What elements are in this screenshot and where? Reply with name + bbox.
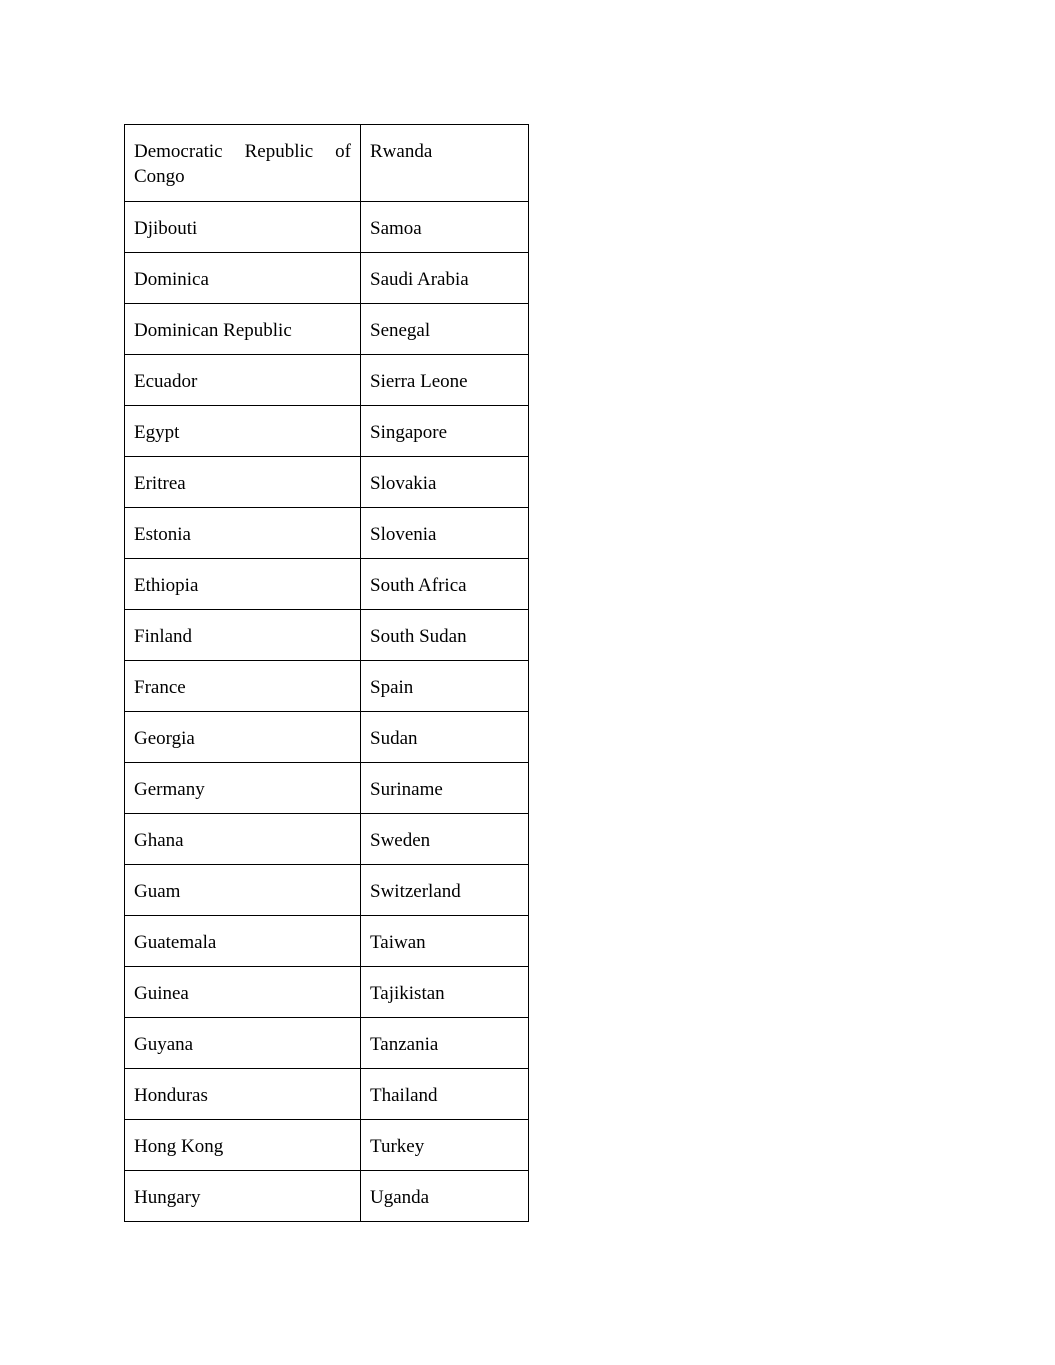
table-row xyxy=(125,712,529,763)
table-cell: Uganda xyxy=(361,1171,529,1222)
table-cell: Saudi Arabia xyxy=(361,253,529,304)
table-row xyxy=(125,1018,529,1069)
table-row xyxy=(125,508,529,559)
table-row xyxy=(125,865,529,916)
table-cell: Honduras xyxy=(125,1069,361,1120)
table-cell: Sudan xyxy=(361,712,529,763)
table-cell: Estonia xyxy=(125,508,361,559)
table-cell: Dominican Republic xyxy=(125,304,361,355)
table-row xyxy=(125,661,529,712)
table-cell: Taiwan xyxy=(361,916,529,967)
table-row xyxy=(125,125,529,202)
table-cell: Dominica xyxy=(125,253,361,304)
table-cell: Guyana xyxy=(125,1018,361,1069)
table-cell: Thailand xyxy=(361,1069,529,1120)
table-cell: Slovenia xyxy=(361,508,529,559)
table-cell: Guatemala xyxy=(125,916,361,967)
table-row xyxy=(125,1069,529,1120)
table-cell: Hong Kong xyxy=(125,1120,361,1171)
table-row xyxy=(125,1171,529,1222)
table-cell: Turkey xyxy=(361,1120,529,1171)
table-cell: Singapore xyxy=(361,406,529,457)
table-cell: Guam xyxy=(125,865,361,916)
table-cell: Eritrea xyxy=(125,457,361,508)
table-cell: South Sudan xyxy=(361,610,529,661)
table-cell: Ecuador xyxy=(125,355,361,406)
table-cell: Tajikistan xyxy=(361,967,529,1018)
table-cell: France xyxy=(125,661,361,712)
table-row xyxy=(125,916,529,967)
table-cell: Djibouti xyxy=(125,202,361,253)
table-row xyxy=(125,967,529,1018)
country-table-body xyxy=(125,125,529,1222)
table-row xyxy=(125,304,529,355)
table-cell: Sweden xyxy=(361,814,529,865)
table-row xyxy=(125,814,529,865)
table-cell: Tanzania xyxy=(361,1018,529,1069)
table-cell: Ghana xyxy=(125,814,361,865)
table-cell: Sierra Leone xyxy=(361,355,529,406)
table-cell: Georgia xyxy=(125,712,361,763)
table-cell: Guinea xyxy=(125,967,361,1018)
table-row xyxy=(125,559,529,610)
table-cell: Suriname xyxy=(361,763,529,814)
table-row xyxy=(125,355,529,406)
table-row xyxy=(125,202,529,253)
table-row xyxy=(125,1120,529,1171)
table-row xyxy=(125,763,529,814)
table-cell: Samoa xyxy=(361,202,529,253)
table-row xyxy=(125,406,529,457)
table-cell: Rwanda xyxy=(361,125,529,202)
table-cell: Switzerland xyxy=(361,865,529,916)
table-cell: South Africa xyxy=(361,559,529,610)
table-cell: Egypt xyxy=(125,406,361,457)
table-row xyxy=(125,457,529,508)
table-cell: Spain xyxy=(361,661,529,712)
country-table xyxy=(124,124,529,1222)
table-cell: Democratic Republic of Congo xyxy=(125,125,361,202)
table-cell: Germany xyxy=(125,763,361,814)
table-cell: Hungary xyxy=(125,1171,361,1222)
table-cell: Slovakia xyxy=(361,457,529,508)
table-row xyxy=(125,610,529,661)
table-cell: Finland xyxy=(125,610,361,661)
table-row xyxy=(125,253,529,304)
table-cell: Ethiopia xyxy=(125,559,361,610)
table-cell: Senegal xyxy=(361,304,529,355)
